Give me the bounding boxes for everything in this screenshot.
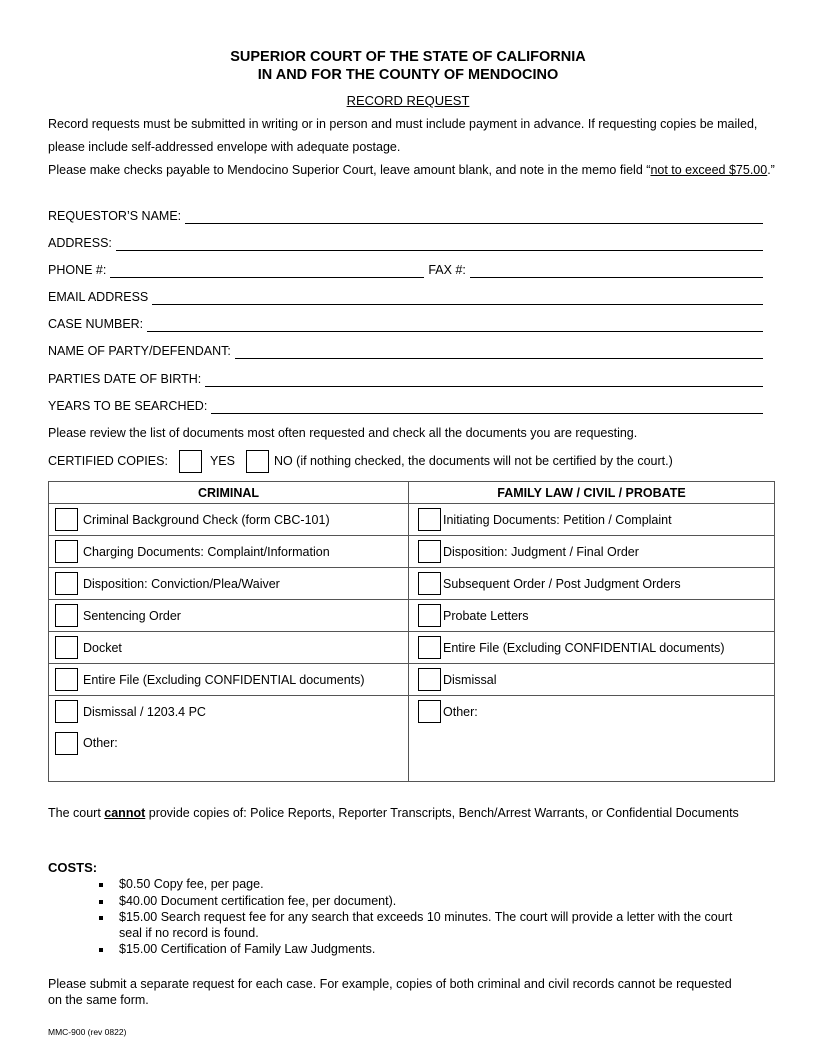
cost-item: $0.50 Copy fee, per page. (96, 877, 756, 893)
checkbox[interactable] (418, 540, 441, 563)
family-item[interactable]: Dismissal (409, 664, 774, 695)
restricted-documents-notice: The court cannot provide copies of: Police Reports, Reporter Transcripts, Bench/Arrest Warrants, or Confidential Documents (48, 806, 739, 820)
checkbox[interactable] (55, 732, 78, 755)
address-field[interactable]: ADDRESS: (48, 233, 763, 251)
party-name-field[interactable]: NAME OF PARTY/DEFENDANT: (48, 341, 763, 359)
checkbox[interactable] (418, 636, 441, 659)
certified-copies-row (48, 449, 673, 473)
checkbox[interactable] (55, 572, 78, 595)
family-item-other[interactable]: Other: (409, 696, 774, 727)
family-item[interactable]: Probate Letters (409, 600, 774, 631)
dob-field[interactable]: PARTIES DATE OF BIRTH: (48, 369, 763, 387)
criminal-item[interactable]: Entire File (Excluding CONFIDENTIAL documents) (49, 664, 408, 695)
costs-list (96, 877, 756, 959)
family-header: FAMILY LAW / CIVIL / PROBATE (409, 482, 775, 504)
criminal-item[interactable]: Sentencing Order (49, 600, 408, 631)
criminal-item[interactable]: Disposition: Conviction/Plea/Waiver (49, 568, 408, 599)
checkbox[interactable] (55, 636, 78, 659)
criminal-item[interactable]: Criminal Background Check (form CBC-101) (49, 504, 408, 535)
criminal-item[interactable]: Charging Documents: Complaint/Information (49, 536, 408, 567)
family-item[interactable]: Disposition: Judgment / Final Order (409, 536, 774, 567)
certified-no-label: NO (if nothing checked, the documents will not be certified by the court.) (273, 454, 673, 468)
checkbox[interactable] (55, 668, 78, 691)
phone-input[interactable] (110, 264, 424, 278)
costs-heading: COSTS: (48, 860, 98, 875)
phone-label: PHONE #: (48, 263, 107, 277)
checkbox[interactable] (55, 700, 78, 723)
checkbox[interactable] (55, 540, 78, 563)
cost-item: $15.00 Certification of Family Law Judgments. (96, 942, 756, 958)
criminal-item[interactable]: Docket (49, 632, 408, 663)
fax-input[interactable] (470, 264, 763, 278)
certified-no-checkbox[interactable] (246, 450, 269, 473)
checkbox[interactable] (55, 604, 78, 627)
criminal-item-other[interactable]: Other: (49, 728, 408, 759)
county-name: IN AND FOR THE COUNTY OF MENDOCINO (257, 67, 559, 83)
court-name: SUPERIOR COURT OF THE STATE OF CALIFORNIA (230, 49, 586, 65)
checkbox[interactable] (418, 604, 441, 627)
checkbox[interactable] (418, 508, 441, 531)
cost-item: $15.00 Search request fee for any search that exceeds 10 minutes. The court will provide a letter with the court seal if no record is found. (96, 910, 756, 941)
requestor-name-field[interactable]: REQUESTOR’S NAME: (48, 206, 763, 224)
phone-fax-row (48, 260, 763, 278)
separate-request-note: Please submit a separate request for each case. For example, copies of both criminal and civil records cannot be requested on the same form. (48, 977, 732, 1007)
criminal-item[interactable]: Dismissal / 1203.4 PC (49, 696, 408, 727)
documents-table (48, 481, 775, 782)
certified-yes-label: YES (209, 454, 235, 468)
fax-label: FAX #: (428, 263, 466, 277)
cost-item: $40.00 Document certification fee, per document). (96, 894, 756, 910)
checkbox[interactable] (418, 668, 441, 691)
instructions-payment: Record requests must be submitted in writing or in person and must include payment in advance. If requesting copies be mailed, please include self-addressed envelope with adequate postage. (48, 117, 758, 154)
review-text: Please review the list of documents most often requested and check all the documents you are requesting. (48, 426, 638, 440)
years-field[interactable]: YEARS TO BE SEARCHED: (48, 396, 763, 414)
family-item[interactable]: Entire File (Excluding CONFIDENTIAL documents) (409, 632, 774, 663)
checkbox[interactable] (55, 508, 78, 531)
family-item[interactable]: Subsequent Order / Post Judgment Orders (409, 568, 774, 599)
certified-yes-checkbox[interactable] (179, 450, 202, 473)
criminal-header: CRIMINAL (49, 482, 409, 504)
checkbox[interactable] (418, 572, 441, 595)
memo-limit: not to exceed $75.00 (650, 163, 768, 177)
family-item[interactable]: Initiating Documents: Petition / Complaint (409, 504, 774, 535)
form-number: MMC-900 (rev 0822) (48, 1027, 127, 1037)
checkbox[interactable] (418, 700, 441, 723)
instructions-checks: Please make checks payable to Mendocino Superior Court, leave amount blank, and note in the memo field “not to exceed $75.00.” (48, 163, 775, 177)
certified-label: CERTIFIED COPIES: (48, 454, 168, 468)
email-field[interactable]: EMAIL ADDRESS (48, 287, 763, 305)
case-number-field[interactable]: CASE NUMBER: (48, 314, 763, 332)
form-title: RECORD REQUEST (346, 93, 470, 108)
